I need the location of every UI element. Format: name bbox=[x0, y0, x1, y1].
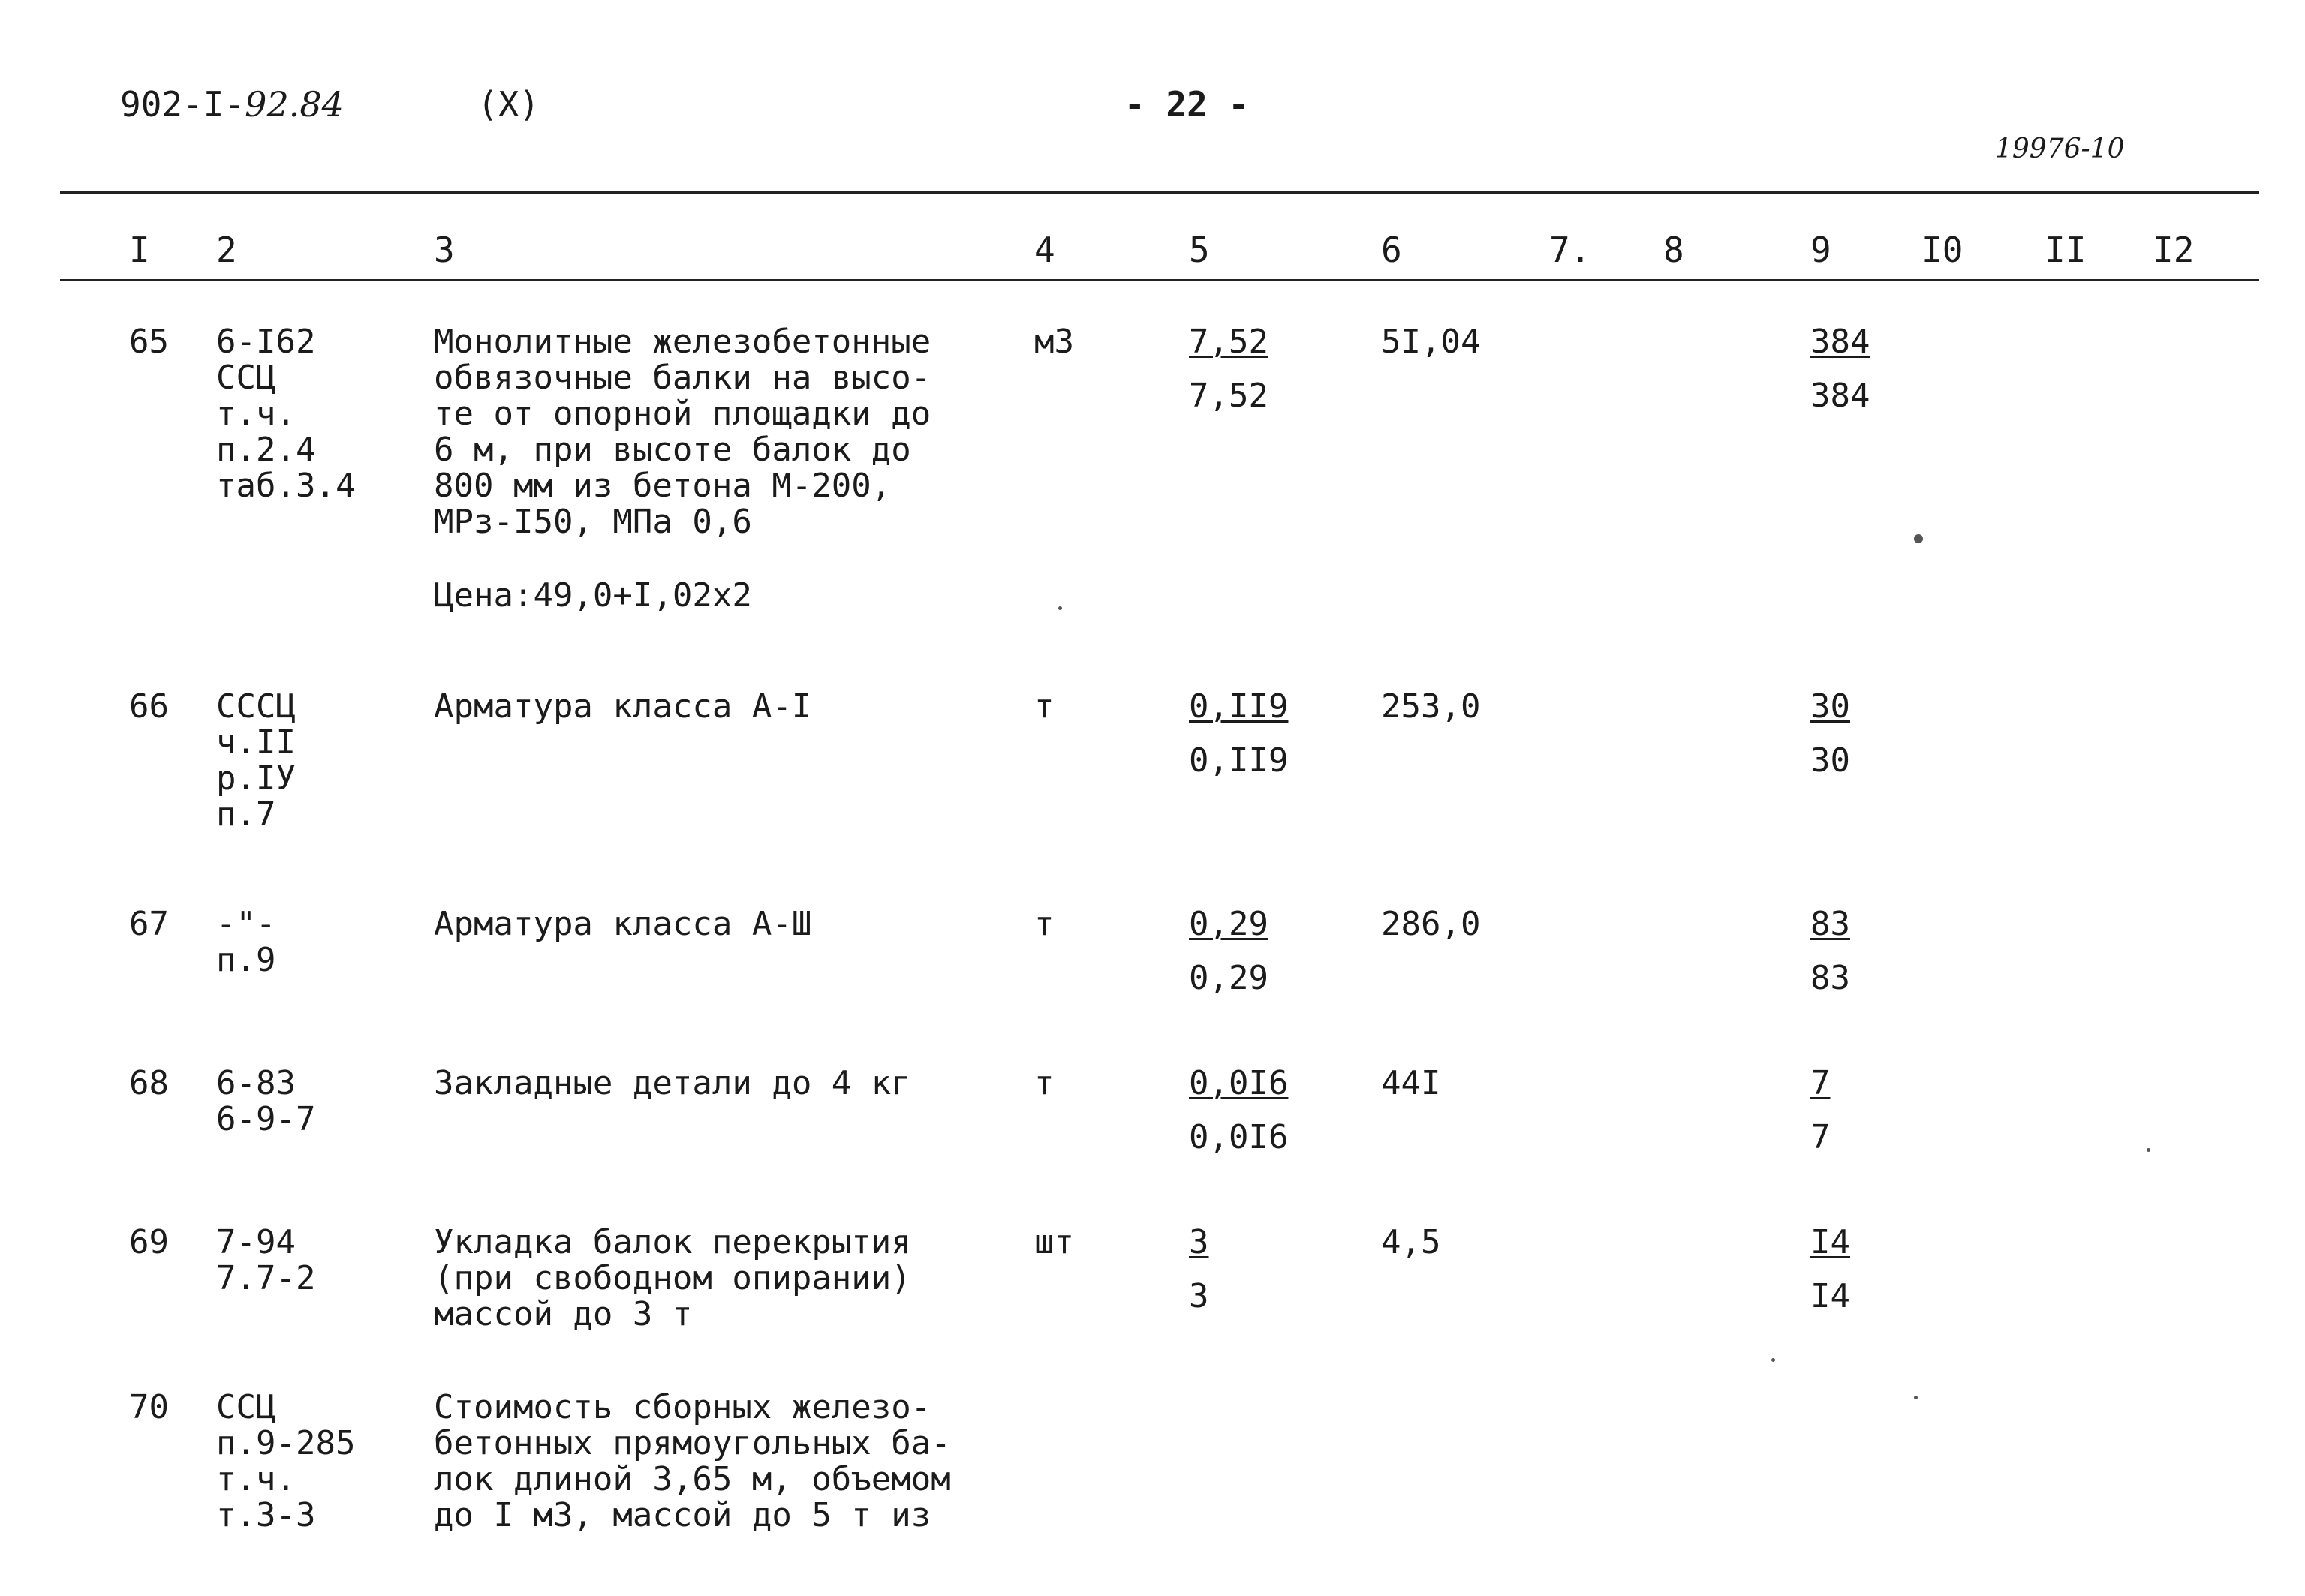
row-number: 66 bbox=[129, 687, 169, 726]
row-total: 7 7 bbox=[1810, 1064, 1831, 1156]
scan-speck bbox=[1914, 1396, 1918, 1399]
column-header-1: I bbox=[129, 230, 150, 270]
column-header-9: 9 bbox=[1810, 230, 1831, 270]
row-description: Арматура класса А-Ш bbox=[434, 905, 812, 943]
row-unit: шт bbox=[1034, 1223, 1074, 1261]
row-unit-price: 4,5 bbox=[1381, 1223, 1441, 1261]
column-header-5: 5 bbox=[1189, 230, 1210, 270]
row-code: 6-83 6-9-7 bbox=[216, 1064, 316, 1138]
document-code-printed: 902-I- bbox=[120, 84, 245, 125]
row-code: 6-I62 ССЦ т.ч. п.2.4 таб.3.4 bbox=[216, 323, 356, 505]
row-quantity: 0,29 0,29 bbox=[1189, 905, 1268, 997]
column-header-7: 7. bbox=[1549, 230, 1591, 270]
scan-speck bbox=[1771, 1358, 1775, 1362]
row-unit: т bbox=[1034, 905, 1055, 943]
row-quantity: 3 3 bbox=[1189, 1223, 1209, 1315]
row-description: Арматура класса А-I bbox=[434, 687, 812, 726]
row-total: I4 I4 bbox=[1810, 1223, 1850, 1315]
row-number: 68 bbox=[129, 1064, 169, 1102]
row-number: 69 bbox=[129, 1223, 169, 1261]
column-header-11: II bbox=[2045, 230, 2087, 270]
document-code-handwritten: 92.84 bbox=[245, 84, 344, 125]
document-marker: (X) bbox=[477, 84, 540, 125]
row-code: ССЦ п.9-285 т.ч. т.3-3 bbox=[216, 1388, 356, 1534]
column-header-6: 6 bbox=[1381, 230, 1402, 270]
row-total: 83 83 bbox=[1810, 905, 1850, 997]
row-total: 30 30 bbox=[1810, 687, 1850, 780]
row-unit: т bbox=[1034, 687, 1055, 726]
row-quantity: 0,II9 0,II9 bbox=[1189, 687, 1289, 780]
row-price-note: Цена:49,0+I,02х2 bbox=[434, 576, 752, 615]
table-header-rule bbox=[60, 279, 2259, 281]
column-header-10: I0 bbox=[1921, 230, 1963, 270]
row-unit-price: 253,0 bbox=[1381, 687, 1481, 726]
row-total: 384 384 bbox=[1810, 323, 1870, 415]
row-description: Стоимость сборных железо- бетонных прямоугольных ба- лок длиной 3,65 м, объемом до I м3, массой до 5 т из bbox=[434, 1388, 951, 1534]
row-description: Укладка балок перекрытия (при свободном опирании) массой до 3 т bbox=[434, 1223, 911, 1333]
scan-speck bbox=[2147, 1148, 2150, 1152]
row-unit-price: 5I,04 bbox=[1381, 323, 1481, 361]
row-unit-price: 44I bbox=[1381, 1064, 1441, 1102]
row-unit: м3 bbox=[1034, 323, 1074, 361]
row-unit-price: 286,0 bbox=[1381, 905, 1481, 943]
scan-speck bbox=[1914, 534, 1923, 543]
document-code bbox=[120, 84, 344, 125]
table-top-rule bbox=[60, 191, 2259, 194]
column-header-4: 4 bbox=[1034, 230, 1055, 270]
row-unit: т bbox=[1034, 1064, 1055, 1102]
column-header-2: 2 bbox=[216, 230, 237, 270]
row-quantity: 7,52 7,52 bbox=[1189, 323, 1268, 415]
column-header-8: 8 bbox=[1663, 230, 1684, 270]
column-header-3: 3 bbox=[434, 230, 455, 270]
row-code: 7-94 7.7-2 bbox=[216, 1223, 316, 1297]
column-header-12: I2 bbox=[2153, 230, 2195, 270]
row-quantity: 0,0I6 0,0I6 bbox=[1189, 1064, 1289, 1156]
page-number: - 22 - bbox=[1124, 84, 1250, 125]
row-code: -"- п.9 bbox=[216, 905, 276, 979]
row-number: 67 bbox=[129, 905, 169, 943]
row-description: Закладные детали до 4 кг bbox=[434, 1064, 911, 1102]
row-code: СССЦ ч.II р.IУ п.7 bbox=[216, 687, 296, 834]
row-number: 70 bbox=[129, 1388, 169, 1426]
scan-speck bbox=[1058, 606, 1062, 610]
archive-number: 19976-10 bbox=[1995, 134, 2125, 164]
row-number: 65 bbox=[129, 323, 169, 361]
row-description: Монолитные железобетонные обвязочные балки на высо- те от опорной площадки до 6 м, при высоте балок до 800 мм из бетона М-200, МРз-I50, МПа 0,6 bbox=[434, 323, 931, 541]
